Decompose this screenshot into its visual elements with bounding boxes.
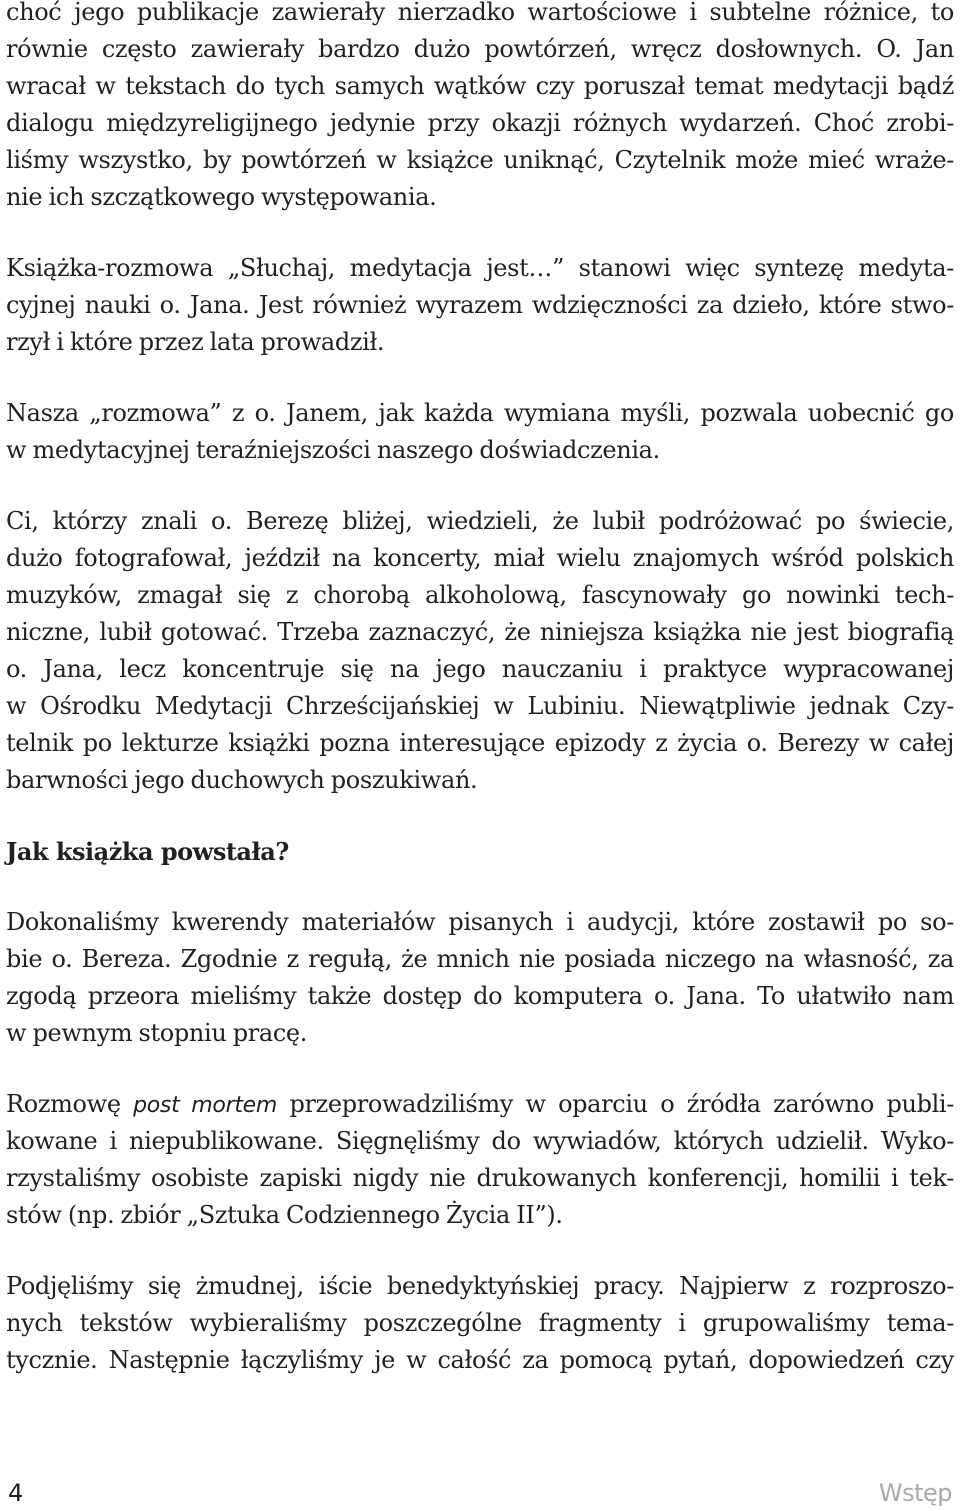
text-line: dialogu międzyreligijnego jedynie przy okazji różnych wydarzeń. Choć zrobi- — [6, 109, 954, 137]
text-line: bie o. Bereza. Zgodnie z regułą, że mnich nie posiada niczego na własność, za — [6, 945, 954, 973]
text-line: rzystaliśmy osobiste zapiski nigdy nie drukowanych konferencji, homilii i tek- — [6, 1164, 954, 1192]
text-line — [6, 1086, 954, 1123]
text-line: zgodą przeora mieliśmy także dostęp do komputera o. Jana. To ułatwiło nam — [6, 982, 954, 1010]
paragraph-gap — [6, 1234, 954, 1268]
running-footer-section: Wstęp — [878, 1479, 952, 1507]
text-line: wracał w tekstach do tych samych wątków czy poruszał temat medytacji bądź — [6, 72, 954, 100]
text-fragment: przeprowadziliśmy w oparciu o źródła zarówno publi- — [277, 1090, 954, 1118]
italic-phrase: post mortem — [133, 1093, 278, 1118]
text-line: dużo fotografował, jeździł na koncerty, miał wielu znajomych wśród polskich — [6, 544, 954, 572]
text-line: Ci, którzy znali o. Berezę bliżej, wiedzieli, że lubił podróżować po świecie, — [6, 507, 954, 535]
page-body — [6, 0, 954, 1379]
paragraph-2 — [6, 250, 954, 361]
text-line: liśmy wszystko, by powtórzeń w książce uniknąć, Czytelnik może mieć wraże- — [6, 146, 954, 174]
text-line: w Ośrodku Medytacji Chrześcijańskiej w Lubiniu. Niewątpliwie jednak Czy- — [6, 692, 954, 720]
paragraph-gap — [6, 361, 954, 395]
text-line: nych tekstów wybieraliśmy poszczególne fragmenty i grupowaliśmy tema- — [6, 1309, 954, 1337]
text-line: nie ich szczątkowego występowania. — [6, 183, 437, 211]
page-number: 4 — [8, 1479, 24, 1507]
paragraph-gap — [6, 870, 954, 904]
text-line: muzyków, zmagał się z chorobą alkoholową, fascynowały go nowinki tech- — [6, 581, 954, 609]
text-line: tycznie. Następnie łączyliśmy je w całość za pomocą pytań, dopowiedzeń czy — [6, 1346, 954, 1374]
text-line: cyjnej nauki o. Jana. Jest również wyrazem wdzięczności za dzieło, które stwo- — [6, 291, 954, 319]
text-line: w pewnym stopniu pracę. — [6, 1019, 308, 1047]
text-line: barwności jego duchowych poszukiwań. — [6, 766, 478, 794]
text-line: w medytacyjnej teraźniejszości naszego doświadczenia. — [6, 436, 660, 464]
text-line: kowane i niepublikowane. Sięgnęliśmy do wywiadów, których udzielił. Wyko- — [6, 1127, 954, 1155]
paragraph-4 — [6, 503, 954, 799]
text-line: rzył i które przez lata prowadził. — [6, 328, 385, 356]
text-line: równie często zawierały bardzo dużo powtórzeń, wręcz dosłownych. O. Jan — [6, 35, 954, 63]
section-heading: Jak książka powstała? — [6, 837, 289, 866]
text-fragment: Rozmowę — [6, 1090, 134, 1118]
paragraph-5 — [6, 904, 954, 1052]
text-line: stów (np. zbiór „Sztuka Codziennego Życia II”). — [6, 1201, 563, 1229]
text-line: choć jego publikacje zawierały nierzadko wartościowe i subtelne różnice, to — [6, 0, 954, 26]
paragraph-1 — [6, 0, 954, 216]
paragraph-3 — [6, 395, 954, 469]
text-line: telnik po lekturze książki pozna interesujące epizody z życia o. Berezy w całej — [6, 729, 954, 757]
text-line: Książka-rozmowa „Słuchaj, medytacja jest…” stanowi więc syntezę medyta- — [6, 254, 954, 282]
text-line: Nasza „rozmowa” z o. Janem, jak każda wymiana myśli, pozwala uobecnić go — [6, 399, 954, 427]
paragraph-gap — [6, 216, 954, 250]
text-line: niczne, lubił gotować. Trzeba zaznaczyć, że niniejsza książka nie jest biografią — [6, 618, 954, 646]
paragraph-gap — [6, 469, 954, 503]
text-line: Podjęliśmy się żmudnej, iście benedyktyńskiej pracy. Najpierw z rozproszo- — [6, 1272, 954, 1300]
paragraph-7 — [6, 1268, 954, 1379]
text-line: Dokonaliśmy kwerendy materiałów pisanych i audycji, które zostawił po so- — [6, 908, 954, 936]
paragraph-gap — [6, 1052, 954, 1086]
text-line: o. Jana, lecz koncentruje się na jego nauczaniu i praktyce wypracowanej — [6, 655, 954, 683]
paragraph-gap — [6, 799, 954, 833]
paragraph-6 — [6, 1086, 954, 1234]
